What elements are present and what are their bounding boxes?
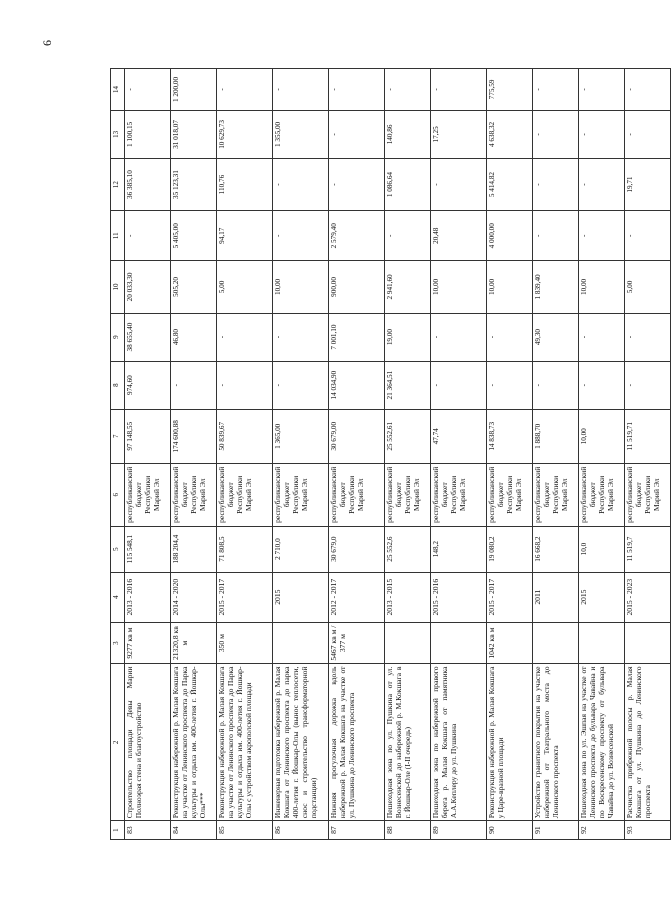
table-row [487,69,533,840]
table-row [273,69,329,840]
table-cell: 4 000,00 [487,211,533,261]
table-cell: 900,00 [329,261,385,313]
table-cell: - [431,361,487,409]
table-cell [431,622,487,664]
table-cell: 16 668,2 [533,526,579,572]
column-number: 6 [111,463,125,526]
table-row [385,69,431,840]
table-cell: 21320,8 кв м [171,622,217,664]
table-cell: - [385,69,431,111]
table-cell: 97 148,55 [125,409,171,463]
column-number: 5 [111,526,125,572]
table-cell: 86 [273,821,329,840]
table-cell: 10 629,73 [217,110,273,158]
column-number: 9 [111,313,125,361]
table-cell: 2 710,0 [273,526,329,572]
table-cell: - [579,211,625,261]
table-cell: - [579,110,625,158]
table-cell: 21 364,51 [385,361,431,409]
table-cell [533,622,579,664]
table-cell: 2011 [533,572,579,622]
table-cell: 20,48 [431,211,487,261]
table-cell: 25 552,6 [385,526,431,572]
table-cell: 5 414,82 [487,158,533,210]
table-cell: 94,17 [217,211,273,261]
table-cell: - [125,69,171,111]
table-cell: - [329,69,385,111]
table-row [171,69,217,840]
table-cell: - [273,158,329,210]
table-row [625,69,671,840]
table-cell: 35 123,31 [171,158,217,210]
table-cell: 88 [385,821,431,840]
table-cell: 10,00 [273,261,329,313]
table-cell: 775,59 [487,69,533,111]
table-cell: 5467 кв м / 377 м [329,622,385,664]
table-cell: - [329,158,385,210]
table-cell: республиканский бюджет Республики Марий Эл [625,463,671,526]
table-cell: Инженерная подготовка набережной р. Малая Кокшага от Ленинского проспекта до парка 400-летия г. Йошкар-Олы (вынос теплосети, снос и строительство трансформаторной подстанции) [273,664,329,821]
table-row [125,69,171,840]
table-cell: - [625,69,671,111]
table-cell: Реконструкция набережной р. Малая Кокшага на участке от Ленинского проспекта до Парка культуры и отдыха им. 400-летия г. Йошкар-Олы*** [171,664,217,821]
table-row [533,69,579,840]
table-cell: - [273,211,329,261]
page-number: 6 [40,40,54,46]
table-cell: 2013 - 2016 [125,572,171,622]
table-cell: 36 385,10 [125,158,171,210]
table-cell: 1 888,70 [533,409,579,463]
table-cell [273,622,329,664]
table-cell: - [625,313,671,361]
table-cell: - [217,313,273,361]
table-cell: - [385,211,431,261]
table-cell: 2012 - 2017 [329,572,385,622]
table-cell: 2 941,60 [385,261,431,313]
table-cell: 10,00 [431,261,487,313]
table-cell: 19,71 [625,158,671,210]
table-cell: 2015 [579,572,625,622]
rotated-table-wrap [110,68,661,840]
table-cell: 974,60 [125,361,171,409]
table-cell: Реконструкция набережной р. Малая Кокшага у Царе-вразной площади [487,664,533,821]
table-cell: - [125,211,171,261]
table-cell: - [273,361,329,409]
table-cell: Устройство гранитного покрытия на участке набережной от Театрального моста до Ленинского проспекта [533,664,579,821]
column-number: 7 [111,409,125,463]
table-cell: 115 548,1 [125,526,171,572]
table-cell: Строительство площади Девы Марии Полноэрая стена и благоустройство [125,664,171,821]
table-cell: - [625,361,671,409]
table-cell: 1 100,15 [125,110,171,158]
table-cell: - [329,110,385,158]
table-cell: - [431,69,487,111]
table-cell: 85 [217,821,273,840]
table-cell: 17,25 [431,110,487,158]
table-cell: - [171,361,217,409]
table-cell: 1 365,00 [273,409,329,463]
table-cell: - [625,110,671,158]
table-cell: 25 552,61 [385,409,431,463]
table-cell: - [533,158,579,210]
table-cell: 84 [171,821,217,840]
table-cell: 140,86 [385,110,431,158]
table-cell: 5 405,00 [171,211,217,261]
table-cell: 20 033,30 [125,261,171,313]
column-number: 12 [111,158,125,210]
table-cell: 5,00 [217,261,273,313]
table-cell: 9277 кв м [125,622,171,664]
table-cell: 14 838,73 [487,409,533,463]
table-cell: 46,80 [171,313,217,361]
table-cell: 92 [579,821,625,840]
table-cell: Пешеходная зона по ул. Эшпая на участке от Ленинского проспекта до бульвара Чавайна и по Воскресенскому проспекту от бульвара Чавайна до ул. Вознесенской [579,664,625,821]
table-cell: Реконструкция набережной р. Малая Кокшага на участке от Ленинского проспекта до Парка культуры и отдыха им. 400-летия г. Йошкар-Олы с устройством акрополской площади [217,664,273,821]
table-cell: Нижняя прогулочная дорожка вдоль набережной р. Малая Кокшага на участке от ул. Пушкина до Ленинского проспекта [329,664,385,821]
table-cell: республиканский бюджет Республики Марий Эл [533,463,579,526]
table-cell: республиканский бюджет Республики Марий Эл [487,463,533,526]
table-cell: 87 [329,821,385,840]
table-cell: 148,2 [431,526,487,572]
table-cell: 10,00 [579,261,625,313]
table-cell: 2015 - 2016 [431,572,487,622]
table-cell: 10,00 [579,409,625,463]
table-cell: республиканский бюджет Республики Марий Эл [329,463,385,526]
table-cell: республиканский бюджет Республики Марий Эл [385,463,431,526]
table-cell: 31 018,07 [171,110,217,158]
table-cell: 89 [431,821,487,840]
table-cell: - [431,313,487,361]
table-cell: - [273,69,329,111]
table-cell: 2015 - 2017 [217,572,273,622]
table-cell: республиканский бюджет Республики Марий Эл [171,463,217,526]
table-cell: - [487,313,533,361]
table-cell: - [487,361,533,409]
table-cell: 19 080,2 [487,526,533,572]
table-cell: 90 [487,821,533,840]
table-cell: - [217,69,273,111]
column-number: 1 [111,821,125,840]
column-number: 14 [111,69,125,111]
table-cell [385,622,431,664]
table-cell [625,622,671,664]
table-cell: Пешеходная зона по набережной правого берега р. Малая Кокшага от памятника А.А.Кеплеру до ул. Пушкина [431,664,487,821]
table-cell: 30 679,0 [329,526,385,572]
column-number: 2 [111,664,125,821]
table-cell: - [625,211,671,261]
table-cell: 1042 кв м [487,622,533,664]
column-number: 4 [111,572,125,622]
table-cell: 2 579,40 [329,211,385,261]
table-row [217,69,273,840]
header-row [111,69,125,840]
table-cell: 1 086,64 [385,158,431,210]
column-number: 3 [111,622,125,664]
column-number: 11 [111,211,125,261]
table-cell: республиканский бюджет Республики Марий Эл [273,463,329,526]
table-cell: - [533,361,579,409]
column-number: 13 [111,110,125,158]
table-cell: 93 [625,821,671,840]
table-cell [579,622,625,664]
program-table [110,68,671,840]
table-cell: 505,20 [171,261,217,313]
table-cell: 83 [125,821,171,840]
table-cell: 11 519,71 [625,409,671,463]
table-cell: 7 001,10 [329,313,385,361]
table-cell: 2015 - 2023 [625,572,671,622]
table-cell: - [533,69,579,111]
table-cell: 2014 - 2020 [171,572,217,622]
table-cell: 2015 [273,572,329,622]
table-cell: республиканский бюджет Республики Марий Эл [579,463,625,526]
table-cell: 5,00 [625,261,671,313]
column-number: 8 [111,361,125,409]
table-cell: - [431,158,487,210]
table-cell: республиканский бюджет Республики Марий Эл [217,463,273,526]
table-cell: 19,00 [385,313,431,361]
table-cell: - [273,313,329,361]
table-row [431,69,487,840]
table-cell: 174 600,88 [171,409,217,463]
table-cell: 1 200,00 [171,69,217,111]
table-cell: 110,76 [217,158,273,210]
column-number: 10 [111,261,125,313]
table-cell: - [533,211,579,261]
table-cell: 4 638,32 [487,110,533,158]
table-cell: 2015 - 2017 [487,572,533,622]
table-cell: 1 839,40 [533,261,579,313]
table-row [579,69,625,840]
table-cell: - [579,69,625,111]
table-cell: 14 034,90 [329,361,385,409]
table-cell: - [579,313,625,361]
table-cell: 49,30 [533,313,579,361]
table-cell: 350 м [217,622,273,664]
table-cell: 91 [533,821,579,840]
table-cell: 47,74 [431,409,487,463]
table-cell: 2013 - 2015 [385,572,431,622]
table-cell: 188 204,4 [171,526,217,572]
table-cell: Пешеходная зона по ул. Пушкина от ул. Вознесенской до набережной р. М.Кокшага в г. Йошкар-Оле (I-II очередь) [385,664,431,821]
table-cell: 30 679,00 [329,409,385,463]
table-cell: - [533,110,579,158]
table-cell: 10,00 [487,261,533,313]
table-row [329,69,385,840]
table-cell: 71 808,5 [217,526,273,572]
table-cell: 50 839,67 [217,409,273,463]
table-cell: 38 655,40 [125,313,171,361]
table-cell: 1 355,00 [273,110,329,158]
table-cell: Расчистка прибрежной полосы р. Малая Кокшага от ул. Пушкина до Ленинского проспекта [625,664,671,821]
table-cell: республиканский бюджет Республики Марий Эл [431,463,487,526]
table-cell: - [217,361,273,409]
table-cell: республиканский бюджет Республики Марий Эл [125,463,171,526]
table-cell: 10,0 [579,526,625,572]
table-cell: 11 519,7 [625,526,671,572]
table-cell: - [579,361,625,409]
table-cell: - [579,158,625,210]
